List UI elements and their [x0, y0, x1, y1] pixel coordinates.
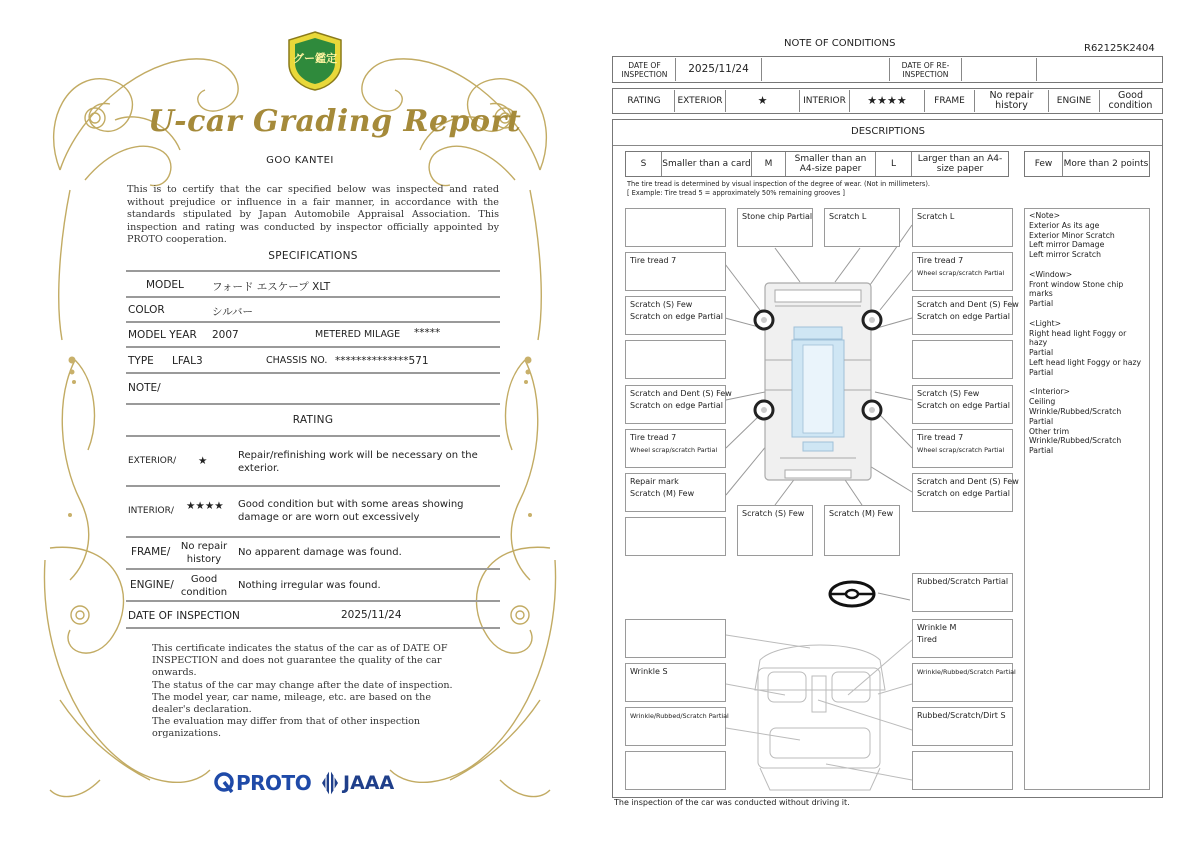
legend-l: L	[876, 152, 912, 176]
certificate-subtitle: GOO KANTEI	[266, 155, 334, 166]
rating-frame-value: No repair history	[975, 90, 1049, 112]
condition-box-left-1	[625, 208, 726, 247]
frame-value: No repair history	[180, 541, 228, 565]
condition-box-left-8	[625, 517, 726, 556]
rating-interior-stars: ★★★★	[850, 90, 925, 112]
legend-s-desc: Smaller than a card	[662, 152, 752, 176]
model-value: フォード エスケープ XLT	[212, 281, 331, 293]
condition-box-left-6: Tire tread 7 Wheel scrap/scratch Partial	[625, 429, 726, 468]
note-label: NOTE/	[128, 382, 161, 394]
date-of-inspection-value: 2025/11/24	[341, 609, 402, 621]
note-group-interior: <Interior> Ceiling Wrinkle/Rubbed/Scratch Partial Other trim Wrinkle/Rubbed/Scratch Partial	[1029, 387, 1122, 456]
steering-wheel-icon	[828, 580, 876, 608]
date-of-inspection-value: 2025/11/24	[676, 58, 762, 81]
reinspection-value	[962, 58, 1037, 81]
condition-box-right-4	[912, 340, 1013, 379]
engine-description: Nothing irregular was found.	[238, 580, 381, 591]
legend-few: Few	[1025, 152, 1063, 176]
interior-label: INTERIOR/	[128, 506, 174, 516]
report-number: R62125K2404	[1084, 43, 1155, 54]
condition-box-right-2: Tire tread 7 Wheel scrap/scratch Partial	[912, 252, 1013, 291]
jaaa-mark-icon	[320, 769, 340, 797]
interior-box-left-1	[625, 619, 726, 658]
frame-label: FRAME/	[131, 546, 171, 558]
proto-logo	[214, 770, 311, 796]
date-of-inspection-label: DATE OF INSPECTION	[128, 610, 240, 622]
legend-m: M	[752, 152, 786, 176]
interior-box-left-3: Wrinkle/Rubbed/Scratch Partial	[625, 707, 726, 746]
condition-box-bottom-1: Scratch (S) Few	[737, 505, 813, 556]
date-of-inspection-label: DATE OF INSPECTION	[614, 58, 676, 81]
interior-box-right-1: Wrinkle M Tired	[912, 619, 1013, 658]
certificate-footer: This certificate indicates the status of the car as of DATE OF INSPECTION and does not guarantee the quality of the car onwards. The status of the car may change after the date of inspection. The model year, car name, mileage, etc. are based on the dealer's declaration. The evaluation may differ from that of other inspection organizations.	[152, 643, 453, 740]
rating-exterior-stars: ★	[726, 90, 800, 112]
type-value: LFAL3	[172, 355, 203, 367]
certificate-intro: This is to certify that the car specified below was inspected and rated without prejudice or influence in a fair manner, in accordance with the standards stipulated by Japan Automobile Appraisal Association. This inspection and rating was conducted by inspector officially appointed by PROTO cooperation.	[127, 184, 499, 246]
metered-mileage-label: METERED MILAGE	[315, 329, 401, 340]
jaaa-logo	[320, 769, 394, 797]
reinspection-label: DATE OF RE-INSPECTION	[890, 58, 962, 81]
condition-box-right-1: Scratch L	[912, 208, 1013, 247]
legend-few-desc: More than 2 points	[1063, 152, 1149, 176]
condition-box-left-2: Tire tread 7	[625, 252, 726, 291]
model-year-value: 2007	[212, 329, 239, 341]
date-blank-cell	[762, 58, 890, 81]
rating-exterior-label: EXTERIOR	[675, 90, 726, 112]
condition-box-left-7: Repair mark Scratch (M) Few	[625, 473, 726, 512]
condition-box-right-6: Tire tread 7 Wheel scrap/scratch Partial	[912, 429, 1013, 468]
jaaa-logo-text: JAAA	[343, 772, 395, 794]
condition-box-left-3: Scratch (S) Few Scratch on edge Partial	[625, 296, 726, 335]
interior-box-left-2: Wrinkle S	[625, 663, 726, 702]
model-year-label: MODEL YEAR	[128, 329, 197, 341]
rating-frame-label: FRAME	[925, 90, 975, 112]
condition-box-bottom-2: Scratch (M) Few	[824, 505, 900, 556]
engine-label: ENGINE/	[130, 579, 174, 591]
condition-box-top-2: Scratch L	[824, 208, 900, 247]
rating-engine-label: ENGINE	[1049, 90, 1100, 112]
tire-note-2: [ Example: Tire tread 5 = approximately 50% remaining grooves ]	[627, 189, 845, 197]
reinspection-blank-cell	[1037, 58, 1161, 81]
exterior-stars: ★	[198, 455, 208, 467]
interior-box-right-3: Rubbed/Scratch/Dirt S	[912, 707, 1013, 746]
notes-panel	[1024, 208, 1150, 790]
exterior-description: Repair/refinishing work will be necessary on the exterior.	[238, 450, 478, 474]
rating-heading: RATING	[292, 414, 334, 426]
legend-l-desc: Larger than an A4-size paper	[912, 152, 1008, 176]
note-group-light: <Light> Right head light Foggy or hazy Partial Left head light Foggy or hazy Partial	[1029, 318, 1142, 377]
goo-kantei-badge	[287, 30, 343, 92]
note-group-general: <Note> Exterior As its age Exterior Minor Scratch Left mirror Damage Left mirror Scratch	[1029, 211, 1115, 260]
legend-m-desc: Smaller than an A4-size paper	[786, 152, 876, 176]
specifications-heading: SPECIFICATIONS	[268, 250, 358, 262]
condition-box-top-1: Stone chip Partial	[737, 208, 813, 247]
interior-box-right-2: Wrinkle/Rubbed/Scratch Partial	[912, 663, 1013, 702]
rating-label: RATING	[614, 90, 675, 112]
condition-box-left-4	[625, 340, 726, 379]
interior-description: Good condition but with some areas showing damage or are worn out excessively	[238, 499, 464, 523]
type-label: TYPE	[128, 355, 154, 367]
note-group-window: <Window> Front window Stone chip marks Partial	[1029, 269, 1124, 309]
interior-box-right-4	[912, 751, 1013, 790]
metered-mileage-value: *****	[414, 327, 441, 339]
certificate-title: U-car Grading Report	[148, 104, 522, 139]
sheet-title: NOTE OF CONDITIONS	[784, 38, 896, 49]
legend-s: S	[626, 152, 662, 176]
rating-engine-value: Good condition	[1100, 90, 1161, 112]
condition-box-right-3: Scratch and Dent (S) Few Scratch on edge Partial	[912, 296, 1013, 335]
chassis-label: CHASSIS NO.	[266, 355, 328, 366]
rating-interior-label: INTERIOR	[800, 90, 850, 112]
color-label: COLOR	[128, 304, 165, 316]
color-value: シルバー	[212, 306, 254, 318]
engine-value: Good condition	[180, 574, 228, 598]
frame-description: No apparent damage was found.	[238, 547, 402, 558]
condition-box-left-5: Scratch and Dent (S) Few Scratch on edge Partial	[625, 385, 726, 424]
tire-note-1: The tire tread is determined by visual inspection of the degree of wear. (Not in millimeters).	[627, 180, 931, 188]
descriptions-heading: DESCRIPTIONS	[851, 126, 926, 137]
condition-box-right-5: Scratch (S) Few Scratch on edge Partial	[912, 385, 1013, 424]
sheet-footer: The inspection of the car was conducted without driving it.	[614, 798, 850, 807]
badge-text: グー鑑定	[293, 52, 337, 65]
chassis-value: **************571	[335, 355, 429, 367]
proto-logo-text: PROTO	[236, 771, 312, 795]
interior-box-left-4	[625, 751, 726, 790]
condition-box-steering: Rubbed/Scratch Partial	[912, 573, 1013, 612]
exterior-label: EXTERIOR/	[128, 456, 177, 466]
proto-mark-icon	[214, 772, 234, 794]
condition-box-right-7: Scratch and Dent (S) Few Scratch on edge Partial	[912, 473, 1013, 512]
interior-stars: ★★★★	[186, 500, 224, 512]
model-label: MODEL	[146, 279, 184, 291]
